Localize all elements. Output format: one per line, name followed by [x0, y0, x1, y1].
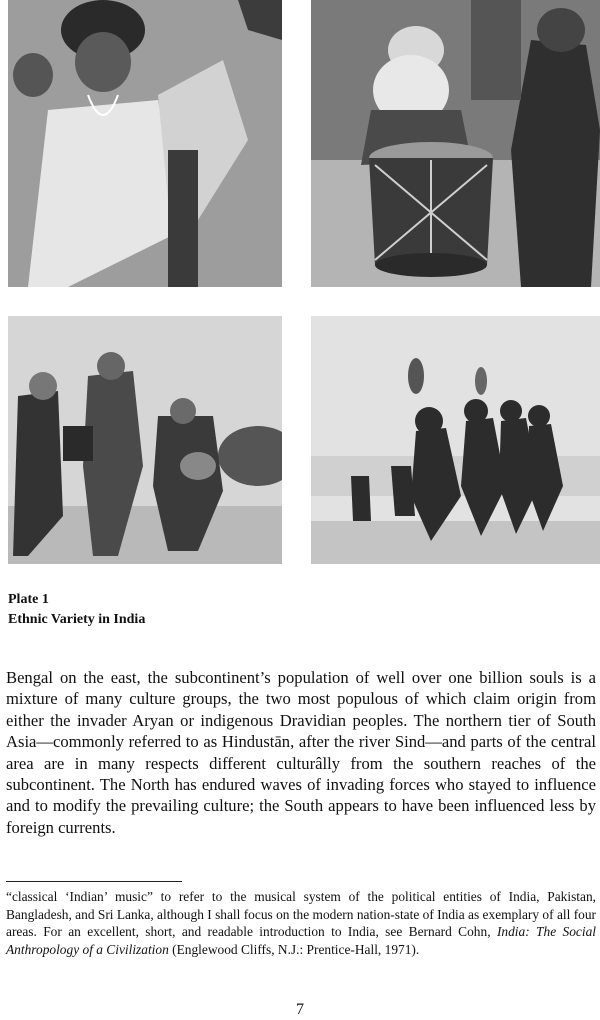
footnote-book-title: India: The Social Anthropology of a Civilization — [6, 924, 596, 957]
footnote-text-end: (Englewood Cliffs, N.J.: Prentice-Hall, 1971). — [168, 941, 420, 957]
footnote — [6, 888, 596, 958]
plate-caption — [8, 590, 145, 630]
footnote-rule — [6, 881, 182, 882]
plate-number: Plate 1 — [8, 592, 49, 607]
drummer-photo — [311, 0, 600, 287]
page-number: 7 — [296, 1001, 304, 1018]
dancer-turban-photo — [8, 0, 282, 287]
dance-troupe-photo — [311, 316, 600, 564]
plate-title: Ethnic Variety in India — [8, 612, 146, 627]
footnote-text-start: “classical ‘Indian’ music” to refer to the musical system of the political entities of India, Pakistan, Bangladesh, and Sri Lanka, although I shall focus on the modern nation-state of India as exemplary of all four areas. For an excellent, short, and readable introduction to India, see Bernard Cohn, — [6, 889, 596, 940]
dancers-field-photo — [8, 316, 282, 564]
body-paragraph: Bengal on the east, the subcontinent’s population of well over one billion souls is a mixture of many culture groups, the two most populous of which claim origin from either the invader Aryan or indigenous Dravidian peoples. The northern tier of South Asia—commonly referred to as Hindustān, after the river Sind—and parts of the central area are in many respects different culturâlly from the southern reaches of the subcontinent. The North has endured waves of invading forces who stayed to influence and to modify the prevailing culture; the South appears to have been influenced less by foreign currents. — [6, 668, 596, 837]
